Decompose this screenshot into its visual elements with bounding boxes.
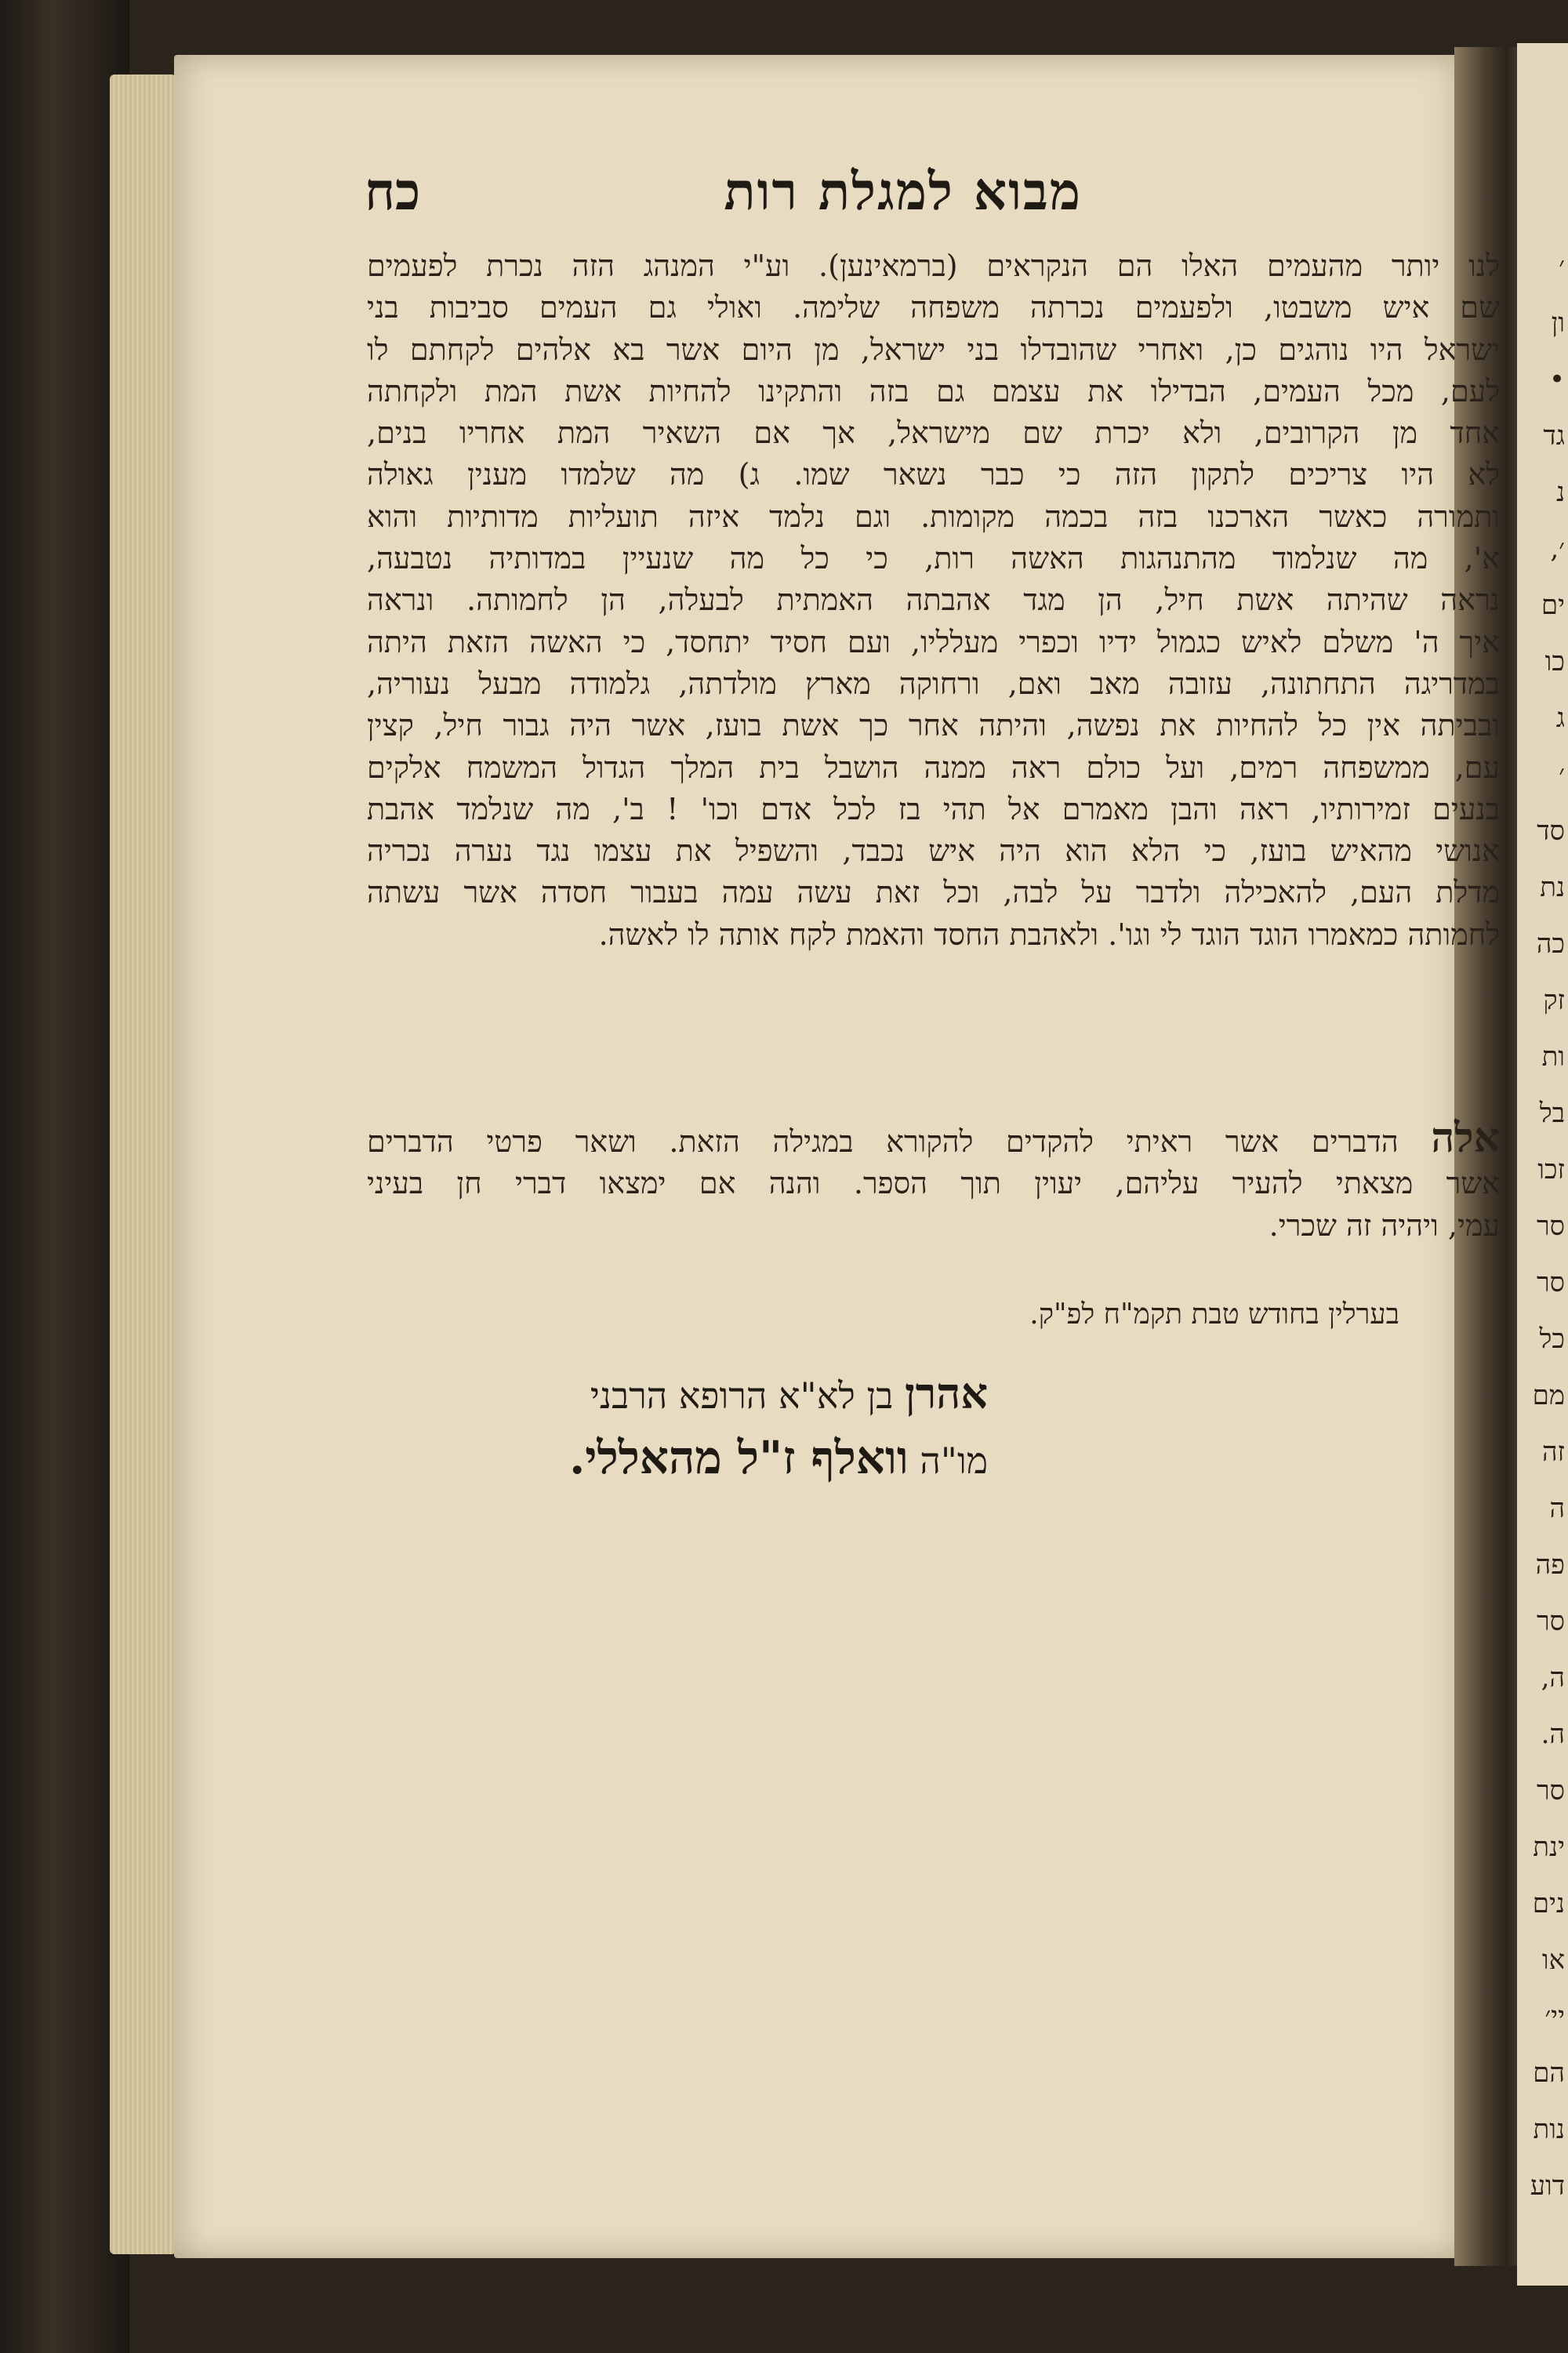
dateline: בערלין בחודש טבת תקמ"ח לפ"ק. — [1029, 1298, 1399, 1331]
facing-page-text-fragment: ה, — [1541, 1662, 1565, 1694]
signature-title: מו"ה — [920, 1440, 988, 1482]
text-line: בנעים זמירותיו, ראה והבן מאמרם אל תהי בז לכל אדם וכו' ! ב', מה שנלמד אהבת — [367, 791, 1500, 826]
facing-page-text-fragment: הם — [1533, 2057, 1565, 2089]
facing-page-text-fragment: ה. — [1541, 1719, 1565, 1750]
facing-page-text-fragment: נ — [1555, 477, 1565, 508]
signature-lineage: בן לא"א הרופא הרבני — [590, 1374, 894, 1417]
lead-line-rest: הדברים אשר ראיתי להקדים להקורא במגילה הזאת. ושאר פרטי הדברים — [367, 1124, 1399, 1159]
signature-line-1 — [590, 1368, 988, 1418]
text-line: עם, ממשפחה רמים, ועל כולם ראה ממנה הושבל בית המלך הגדול המשמח אלקים — [367, 750, 1500, 785]
text-line: אחד מן הקרובים, ולא יכרת שם מישראל, אך אם השאיר המת אחריו בנים, — [367, 416, 1500, 451]
text-line: נראה שהיתה אשת חיל, הן מגד אהבתה האמתית לבעלה, הן לחמותה. ונראה — [367, 583, 1500, 618]
signature-line-2 — [569, 1431, 988, 1484]
facing-page-text-fragment: ׳ — [1559, 251, 1565, 282]
facing-page-text-fragment: זכו — [1537, 1154, 1565, 1186]
facing-page-text-fragment: או — [1541, 1944, 1565, 1976]
paragraph-main — [367, 245, 1500, 956]
page-edges — [110, 74, 176, 2254]
text-line: שם איש משבטו, ולפעמים נכרתה משפחה שלימה. ואולי גם העמים סביבות בני — [367, 290, 1500, 325]
facing-page-text-fragment: פה — [1535, 1549, 1565, 1581]
facing-page-text-fragment: ים — [1541, 590, 1565, 621]
signature-surname: וואלף ז"ל מהאללי. — [569, 1431, 909, 1484]
text-line: ותמורה כאשר הארכנו בזה בכמה מקומות. וגם נלמד איזה תועליות מדותיות והוא — [367, 499, 1500, 534]
text-line: ובביתה אין כל להחיות את נפשה, והיתה אחר כך אשת בועז, אשר היה גבור חיל, קצין — [367, 708, 1500, 743]
text-line: אשר מצאתי להעיר עליהם, יעוין תוך הספר. והנה אם ימצאו דברי חן בעיני — [367, 1166, 1500, 1201]
facing-page-text-fragment: ון — [1551, 307, 1565, 339]
facing-page-text-fragment: כו — [1544, 646, 1565, 677]
facing-page-text-fragment: סר — [1536, 1267, 1565, 1298]
facing-page-text-fragment: גד — [1543, 420, 1565, 452]
text-line: א', מה שנלמוד מהתנהגות האשה רות, כי כל מה שנעיין במדותיה נטבעה, — [367, 541, 1500, 576]
text-line: עמי, ויהיה זה שכרי. — [1269, 1207, 1500, 1243]
facing-page-text-fragment: זק — [1543, 985, 1565, 1016]
facing-page-text-fragment: ות — [1541, 1041, 1565, 1073]
lead-word: אלה — [1431, 1117, 1500, 1162]
text-line: לא היו צריכים לתקון הזה כי כבר נשאר שמו. ג) מה שלמדו מענין גאולה — [367, 457, 1500, 492]
facing-page-text-fragment: נת — [1540, 872, 1565, 903]
facing-page-text-fragment: יי׳ — [1544, 2001, 1565, 2032]
facing-page-text-fragment: כה — [1536, 928, 1565, 960]
facing-page-text-fragment: • — [1548, 364, 1565, 395]
facing-page-text-fragment: סד — [1537, 815, 1565, 847]
page-header — [345, 161, 1497, 231]
facing-page-text-fragment: נות — [1533, 2114, 1565, 2145]
facing-page-text-fragment: נים — [1532, 1888, 1565, 1919]
text-line: מדלת העם, להאכילה ולדבר על לבה, וכל זאת עשה עמה בעבור חסדה אשר עשתה — [367, 875, 1500, 910]
facing-page-text-fragment: מם — [1532, 1380, 1565, 1411]
facing-page-text-fragment: ׳ — [1559, 759, 1565, 790]
text-line: במדריגה התחתונה, עזובה מאב ואם, ורחוקה מארץ מולדתה, גלמודה מבעל נעוריה, — [367, 666, 1500, 701]
running-title: מבוא למגלת רות — [724, 161, 1082, 222]
facing-page-text-fragment: זה — [1541, 1436, 1565, 1468]
facing-page-text-fragment: ׳, — [1550, 533, 1565, 565]
facing-page-text-fragment: סר — [1536, 1775, 1565, 1807]
text-line: לנו יותר מהעמים האלו הם הנקראים (ברמאינען). וע"י המנהג הזה נכרת לפעמים — [367, 249, 1500, 283]
text-line: ישראל היו נוהגים כן, ואחרי שהובדלו בני ישראל, מן היום אשר בא אלהים לקחתם לו — [367, 332, 1500, 367]
facing-page-text-fragment: דוע — [1530, 2170, 1565, 2202]
facing-page-text-fragment: סר — [1536, 1606, 1565, 1637]
text-line: לעם, מכל העמים, הבדילו את עצמם גם בזה והתקינו להחיות אשת המת ולקחתה — [367, 373, 1500, 409]
facing-page-text-fragment: סר — [1536, 1211, 1565, 1242]
facing-page-text-fragment: בל — [1539, 1098, 1565, 1129]
text-line: איך ה' משלם לאיש כגמול ידיו וכפרי מעלליו, ועם חסיד יתחסד, כי האשה הזאת היתה — [367, 624, 1500, 659]
facing-page-text-fragment: ינת — [1533, 1832, 1565, 1863]
text-line: לחמותה כמאמרו הוגד הוגד לי וגו'. ולאהבת החסד והאמת לקח אותה לו לאשה. — [598, 917, 1500, 952]
text-line — [367, 1117, 1500, 1163]
facing-page-text-fragment: כל — [1539, 1324, 1565, 1355]
facing-page-text-fragment: ג — [1555, 703, 1565, 734]
facing-page-text-fragment: ה — [1549, 1493, 1565, 1524]
page-number: כח — [365, 161, 421, 222]
facing-page-fragment — [1517, 43, 1568, 2286]
paragraph-closing — [367, 1117, 1500, 1247]
text-line: אנושי מהאיש בועז, כי הלא הוא היה איש נכבד, והשפיל את עצמו נגד נערה נכריה — [367, 833, 1500, 869]
signature-name: אהרן — [904, 1368, 988, 1418]
